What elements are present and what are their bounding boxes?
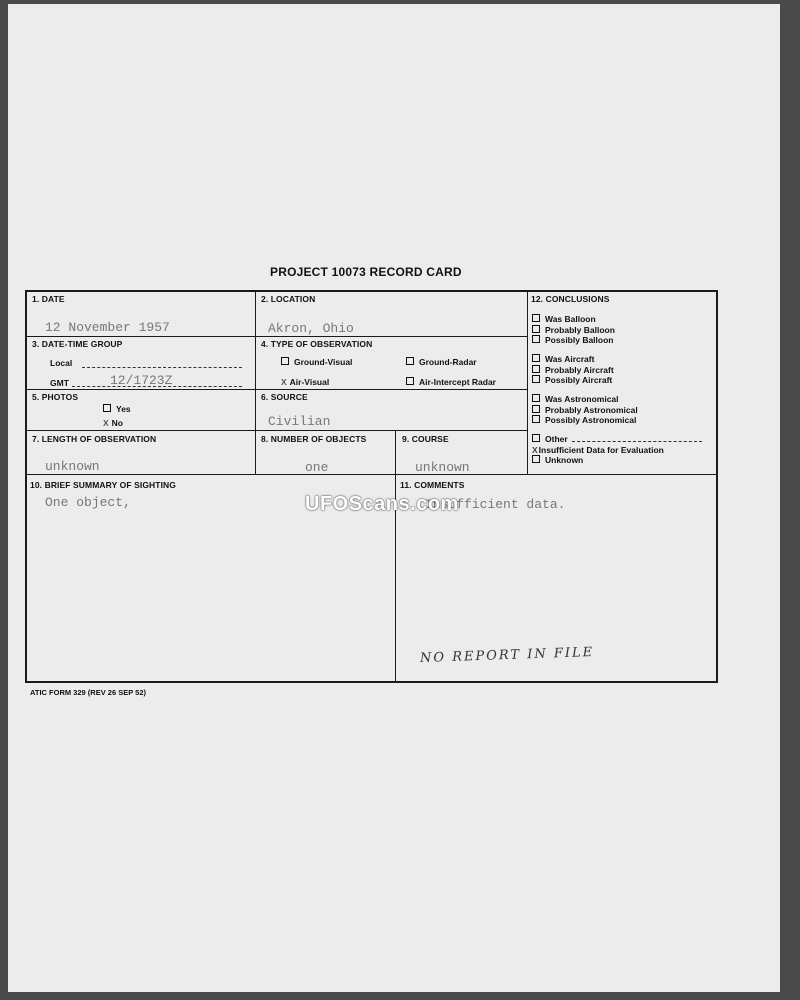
checkbox-icon[interactable] — [532, 354, 540, 362]
location-value: Akron, Ohio — [268, 321, 354, 336]
card-border-bottom — [25, 681, 718, 683]
form-footer: ATIC FORM 329 (REV 26 SEP 52) — [30, 688, 147, 697]
obs-air-visual: X Air-Visual — [281, 377, 330, 387]
conclusion-possibly-astronomical[interactable]: Possibly Astronomical — [532, 414, 638, 425]
conclusion-was-astronomical[interactable]: Was Astronomical — [532, 393, 638, 404]
air-visual-check-mark[interactable]: X — [281, 377, 287, 387]
checkbox-icon[interactable] — [532, 325, 540, 333]
gmt-label: GMT — [50, 378, 69, 388]
date-label: 1. DATE — [32, 294, 65, 304]
checkbox-icon[interactable] — [532, 365, 540, 373]
divider-col-conclusions — [527, 290, 528, 474]
ground-visual-checkbox[interactable] — [281, 357, 289, 365]
checkbox-icon[interactable] — [532, 434, 540, 442]
course-label: 9. COURSE — [402, 434, 449, 444]
divider-col-1 — [255, 290, 256, 474]
comments-value: Insufficient data. — [425, 497, 566, 512]
photos-yes: Yes — [103, 404, 131, 414]
insufficient-data-check-mark[interactable]: X — [532, 444, 538, 455]
obs-ground-radar: Ground-Radar — [406, 357, 477, 367]
conclusions-group-other — [532, 433, 702, 465]
checkbox-icon[interactable] — [532, 375, 540, 383]
checkbox-icon[interactable] — [532, 415, 540, 423]
source-value: Civilian — [268, 414, 331, 429]
conclusions-group-balloon — [532, 313, 615, 345]
obs-ground-visual: Ground-Visual — [281, 357, 352, 367]
date-time-group-label: 3. DATE-TIME GROUP — [32, 339, 123, 349]
checkbox-icon[interactable] — [532, 394, 540, 402]
conclusion-was-aircraft[interactable]: Was Aircraft — [532, 353, 614, 364]
number-of-objects-label: 8. NUMBER OF OBJECTS — [261, 434, 367, 444]
divider-col-course — [395, 430, 396, 474]
conclusions-group-aircraft — [532, 353, 614, 385]
card-border-right — [716, 290, 718, 683]
date-value: 12 November 1957 — [45, 320, 170, 335]
divider-row-3 — [25, 430, 527, 431]
card-title: PROJECT 10073 RECORD CARD — [270, 265, 462, 279]
conclusion-unknown[interactable]: Unknown — [532, 454, 702, 465]
photos-yes-checkbox[interactable] — [103, 404, 111, 412]
card-border-left — [25, 290, 27, 683]
conclusion-insufficient-data[interactable]: XInsufficient Data for Evaluation — [532, 444, 664, 455]
ground-radar-checkbox[interactable] — [406, 357, 414, 365]
conclusion-other[interactable]: Other — [532, 433, 702, 444]
conclusion-was-balloon[interactable]: Was Balloon — [532, 313, 615, 324]
card-border-top — [25, 290, 718, 292]
checkbox-icon[interactable] — [532, 314, 540, 322]
conclusion-possibly-balloon[interactable]: Possibly Balloon — [532, 334, 615, 345]
obs-air-intercept-radar: Air-Intercept Radar — [406, 377, 496, 387]
local-time-field — [82, 367, 242, 368]
local-time-label: Local — [50, 358, 73, 368]
divider-row-2 — [25, 389, 527, 390]
comments-label: 11. COMMENTS — [400, 480, 465, 490]
air-intercept-radar-checkbox[interactable] — [406, 377, 414, 385]
conclusion-probably-astronomical[interactable]: Probably Astronomical — [532, 404, 638, 415]
handwritten-note: NO REPORT IN FILE — [419, 644, 595, 667]
other-field[interactable] — [572, 434, 702, 442]
brief-summary-label: 10. BRIEF SUMMARY OF SIGHTING — [30, 480, 176, 490]
checkbox-icon[interactable] — [532, 335, 540, 343]
conclusion-possibly-aircraft[interactable]: Possibly Aircraft — [532, 374, 614, 385]
photos-label: 5. PHOTOS — [32, 392, 79, 402]
length-of-observation-label: 7. LENGTH OF OBSERVATION — [32, 434, 157, 444]
length-of-observation-value: unknown — [45, 459, 100, 474]
conclusion-probably-aircraft[interactable]: Probably Aircraft — [532, 364, 614, 375]
course-value: unknown — [415, 460, 470, 475]
divider-row-1 — [25, 336, 527, 337]
type-of-observation-label: 4. TYPE OF OBSERVATION — [261, 339, 373, 349]
checkbox-icon[interactable] — [532, 405, 540, 413]
number-of-objects-value: one — [305, 460, 329, 475]
conclusions-group-astronomical — [532, 393, 638, 425]
watermark: UFOScans.com — [305, 493, 459, 515]
conclusion-probably-balloon[interactable]: Probably Balloon — [532, 324, 615, 335]
brief-summary-value: One object, — [45, 495, 131, 510]
conclusions-label: 12. CONCLUSIONS — [531, 294, 610, 304]
divider-row-4 — [25, 474, 718, 475]
photos-no-check-mark[interactable]: X — [103, 418, 109, 428]
checkbox-icon[interactable] — [532, 455, 540, 463]
location-label: 2. LOCATION — [261, 294, 316, 304]
source-label: 6. SOURCE — [261, 392, 308, 402]
photos-no: X No — [103, 418, 124, 428]
gmt-value: 12/1723Z — [110, 373, 173, 388]
